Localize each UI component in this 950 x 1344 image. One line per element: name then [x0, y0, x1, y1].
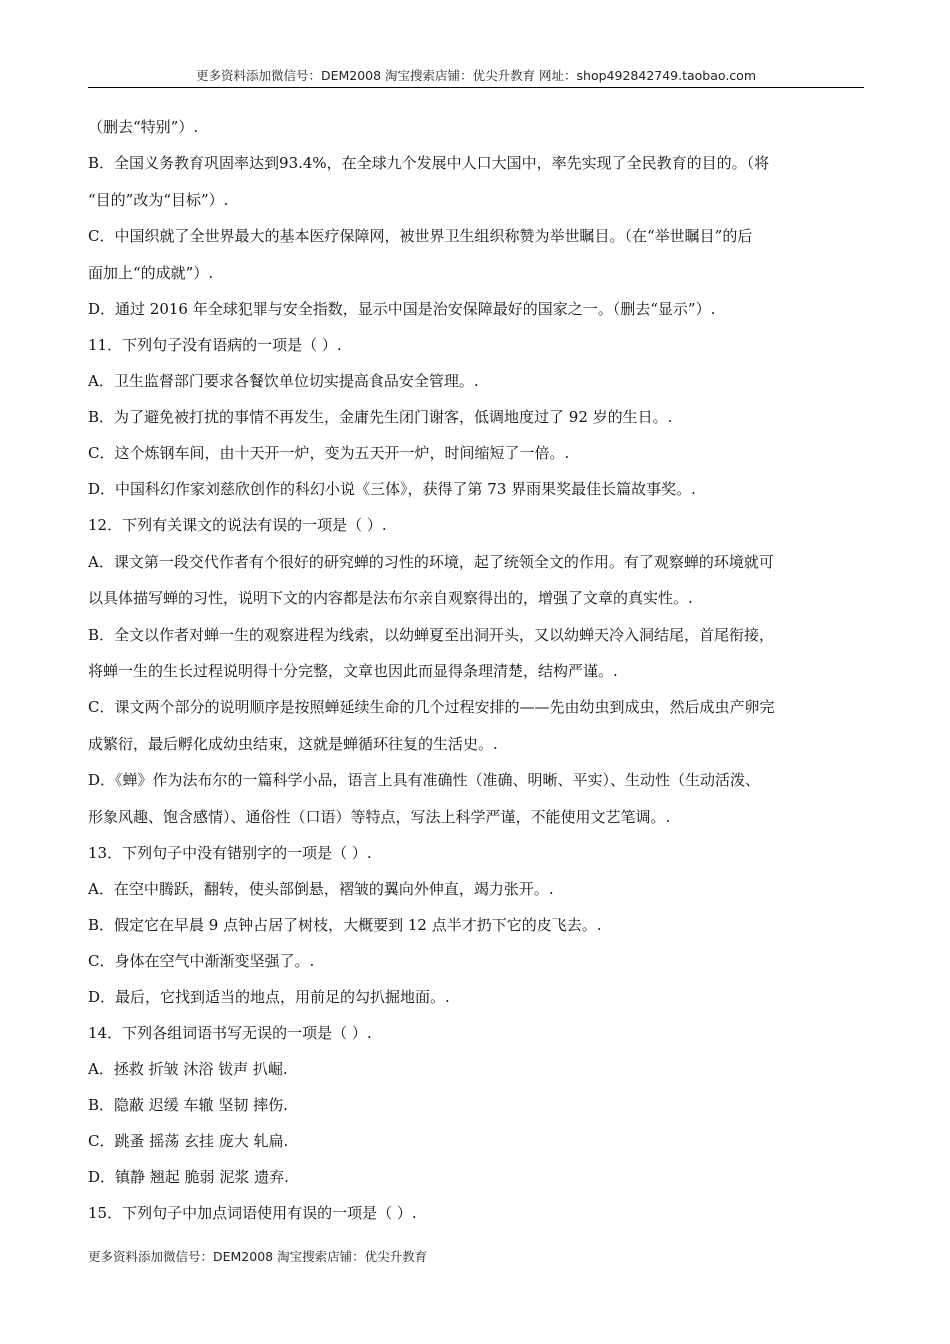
text-line: 将蝉一生的生长过程说明得十分完整，文章也因此而显得条理清楚，结构严谨。.	[88, 662, 618, 680]
text-line: 形象风趣、饱含感情）、通俗性（口语）等特点，写法上科学严谨，不能使用文艺笔调。.	[88, 808, 671, 826]
text-line: B．为了避免被打扰的事情不再发生，金庸先生闭门谢客，低调地度过了 92 岁的生日。.	[88, 408, 673, 426]
text-line: A．拯救 折皱 沐浴 钹声 扒崛.	[88, 1060, 288, 1078]
text-line: D．中国科幻作家刘慈欣创作的科幻小说《三体》，获得了第 73 界雨果奖最佳长篇故事奖。.	[88, 480, 696, 498]
question-13: 13．下列句子中没有错别字的一项是（ ）.	[88, 844, 372, 862]
text-line: 面加上“的成就”）.	[88, 264, 214, 282]
text-line: C．中国织就了全世界最大的基本医疗保障网，被世界卫生组织称赞为举世瞩目。（在“举世瞩目”的后	[88, 227, 753, 245]
question-14: 14．下列各组词语书写无误的一项是（ ）.	[88, 1024, 372, 1042]
text-line: B．隐蔽 迟缓 车辙 坚韧 摔伤.	[88, 1096, 288, 1114]
text-line: A．课文第一段交代作者有个很好的研究蝉的习性的环境，起了统领全文的作用。有了观察蝉的环境就可	[88, 553, 774, 571]
text-line: B．假定它在早晨 9 点钟占居了树枝，大概要到 12 点半才扔下它的皮飞去。.	[88, 916, 602, 934]
page-header: 更多资料添加微信号：DEM2008 淘宝搜索店铺：优尖升教育 网址：shop492842749.taobao.com	[195, 68, 757, 83]
text-line: C．身体在空气中渐渐变坚强了。.	[88, 952, 315, 970]
text-line: D．最后，它找到适当的地点，用前足的勾扒掘地面。.	[88, 988, 450, 1006]
text-line: D．《蝉》作为法布尔的一篇科学小品，语言上具有准确性（准确、明晰、平实）、生动性（生动活泼、	[88, 771, 761, 789]
text-line: 以具体描写蝉的习性，说明下文的内容都是法布尔亲自观察得出的，增强了文章的真实性。.	[88, 589, 693, 607]
text-line: D．通过 2016 年全球犯罪与安全指数，显示中国是治安保障最好的国家之一。（删去“显示”）.	[88, 300, 716, 318]
text-line: B．全国义务教育巩固率达到93.4%，在全球九个发展中人口大国中，率先实现了全民教育的目的。（将	[88, 154, 770, 172]
page-footer: 更多资料添加微信号：DEM2008 淘宝搜索店铺：优尖升教育	[88, 1249, 428, 1264]
text-line: （删去“特别”）.	[88, 118, 199, 136]
text-line: C．这个炼钢车间，由十天开一炉，变为五天开一炉，时间缩短了一倍。.	[88, 444, 570, 462]
question-11: 11．下列句子没有语病的一项是（ ）.	[88, 336, 342, 354]
text-line: B．全文以作者对蝉一生的观察进程为线索，以幼蝉夏至出洞开头，又以幼蝉天冷入洞结尾，首尾衔接，	[88, 626, 775, 644]
text-line: A．卫生监督部门要求各餐饮单位切实提高食品安全管理。.	[88, 372, 479, 390]
text-line: “目的”改为“目标”）.	[88, 191, 229, 209]
header-divider	[88, 87, 864, 88]
question-12: 12．下列有关课文的说法有误的一项是（ ）.	[88, 516, 387, 534]
text-line: A．在空中腾跃，翻转，使头部倒悬，褶皱的翼向外伸直，竭力张开。.	[88, 880, 554, 898]
text-line: C．跳蚤 摇荡 玄挂 庞大 轧扁.	[88, 1132, 289, 1150]
text-line: C．课文两个部分的说明顺序是按照蝉延续生命的几个过程安排的——先由幼虫到成虫，然后成虫产卵完	[88, 698, 775, 716]
text-line: 成繁衍，最后孵化成幼虫结束，这就是蝉循环往复的生活史。.	[88, 735, 498, 753]
question-15: 15．下列句子中加点词语使用有误的一项是（ ）.	[88, 1204, 417, 1222]
text-line: D．镇静 翘起 脆弱 泥浆 遗弃.	[88, 1168, 289, 1186]
